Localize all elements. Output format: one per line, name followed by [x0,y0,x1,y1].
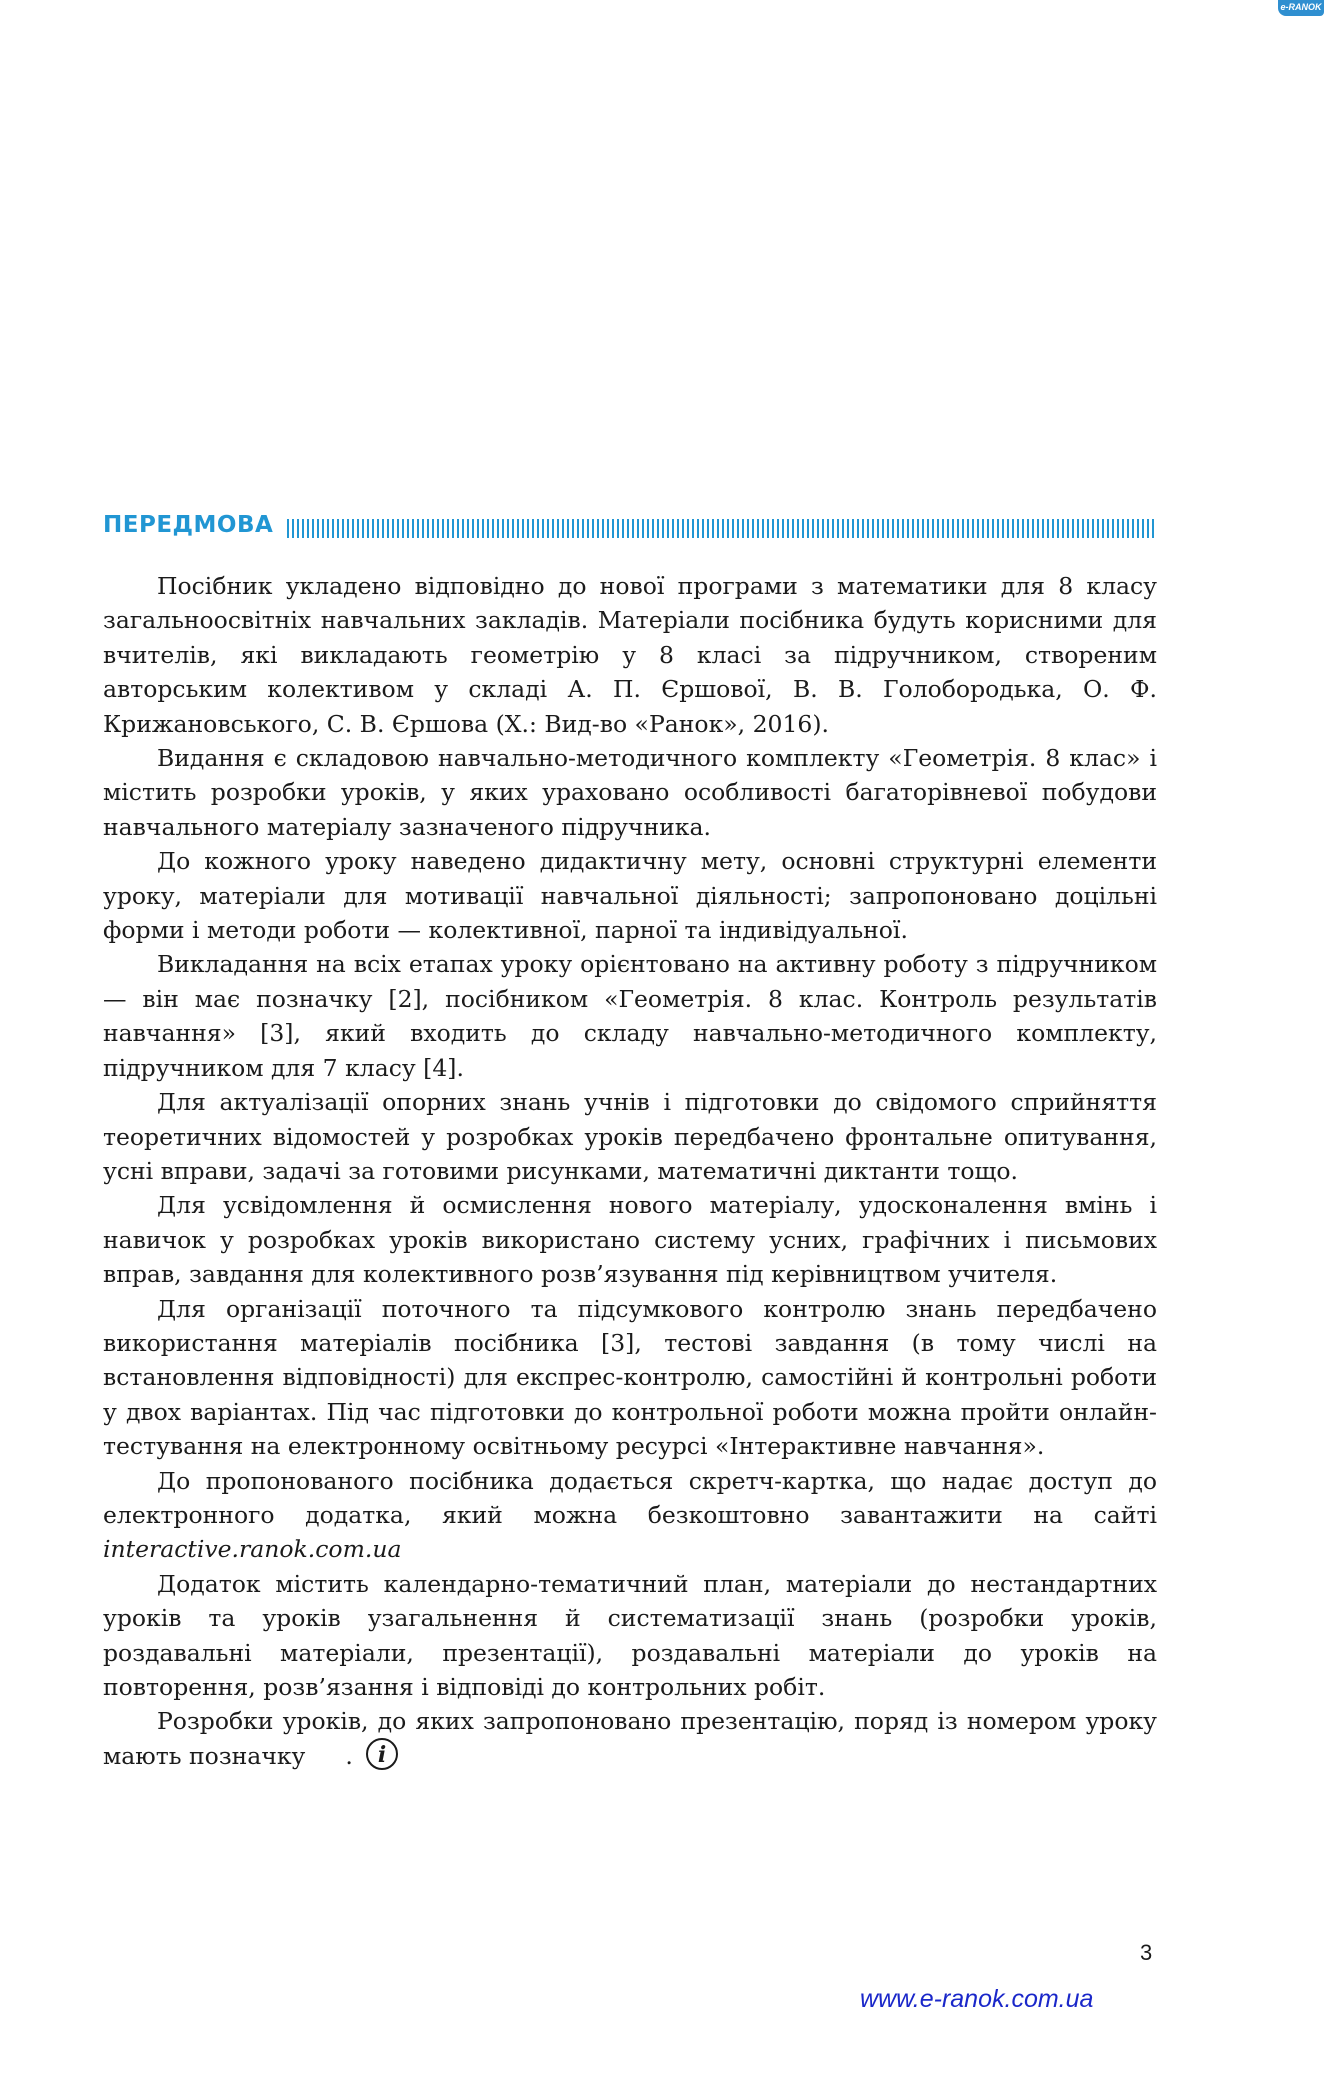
paragraph: Додаток містить календарно-тематичний план, матеріали до нестандартних уроків та уроків узагальнення й систематизації знань (розробки уроків, роздавальні матеріали, презентації), роздавальні матеріали до уроків на повторення, розв’язання і відповіді до контрольних робіт. [103,1569,1157,1701]
paragraph: Для усвідомлення й осмислення нового матеріалу, удосконалення вмінь і навичок у розробках уроків використано систему усних, графічних і письмових вправ, завдання для колективного розв’язування під керівництвом учителя. [103,1191,1157,1289]
paragraph: До кожного уроку наведено дидактичну мету, основні структурні елементи уроку, матеріали для мотивації навчальної діяльності; запропоновано доцільні форми і методи роботи — колективної, парної та індивідуальної. [103,847,1157,945]
paragraph [103,1704,1157,1773]
info-icon [311,1737,387,1771]
publisher-logo: e-RANOK [1278,0,1324,16]
final-period: . [345,1741,353,1770]
paragraph-text: Розробки уроків, до яких запропоновано презентацію, поряд із номером уроку мають позначку [103,1707,1157,1770]
paragraph [103,1464,1157,1567]
paragraph: Для організації поточного та підсумкового контролю знань передбачено використання матеріалів посібника [3], тестові завдання (в тому числі на встановлення відповідності) для експрес-контролю, самостійні й контрольні роботи у двох варіантах. Під час підготовки до контрольної роботи можна пройти онлайн-тестування на електронному освітньому ресурсі «Інтерактивне навчання». [103,1294,1157,1461]
footer-website-link[interactable]: www.e-ranok.com.ua [860,1985,1094,2013]
paragraph: Посібник укладено відповідно до нової програми з математики для 8 класу загальноосвітніх навчальних закладів. Матеріали посібника будуть корисними для вчителів, які викладають геометрію у 8 класі за підручником, створеним авторським колективом у складі А. П. Єршової, В. В. Голобородька, О. Ф. Крижановського, С. В. Єршова (Х.: Вид-во «Ранок», 2016). [103,572,1157,738]
site-link[interactable]: interactive.ranok.com.ua [103,1535,402,1564]
page-number: 3 [1140,1940,1153,1965]
heading-decoration [287,519,1157,538]
info-icon-letter: i [378,1742,387,1769]
paragraph: Для актуалізації опорних знань учнів і підготовки до свідомого сприйняття теоретичних відомостей у розробках уроків передбачено фронтальне опитування, усні вправи, задачі за готовими рисунками, математичні диктанти тощо. [103,1088,1157,1185]
section-heading [103,507,1157,543]
paragraph: Видання є складовою навчально-методичного комплекту «Геометрія. 8 клас» і містить розробки уроків, у яких ураховано особливості багаторівневої побудови навчального матеріалу зазначеного підручника. [103,744,1157,841]
paragraph-text: До пропонованого посібника додається скретч-картка, що надає доступ до електронного додатка, який можна безкоштовно завантажити на сайті [103,1466,1157,1529]
page-title: ПЕРЕДМОВА [103,512,274,538]
preface-body [103,569,1157,1773]
paragraph: Викладання на всіх етапах уроку орієнтовано на активну роботу з підручником — він має позначку [2], посібником «Геометрія. 8 клас. Контроль результатів навчання» [3], який входить до складу навчально-методичного комплекту, підручником для 7 класу [4]. [103,950,1157,1082]
